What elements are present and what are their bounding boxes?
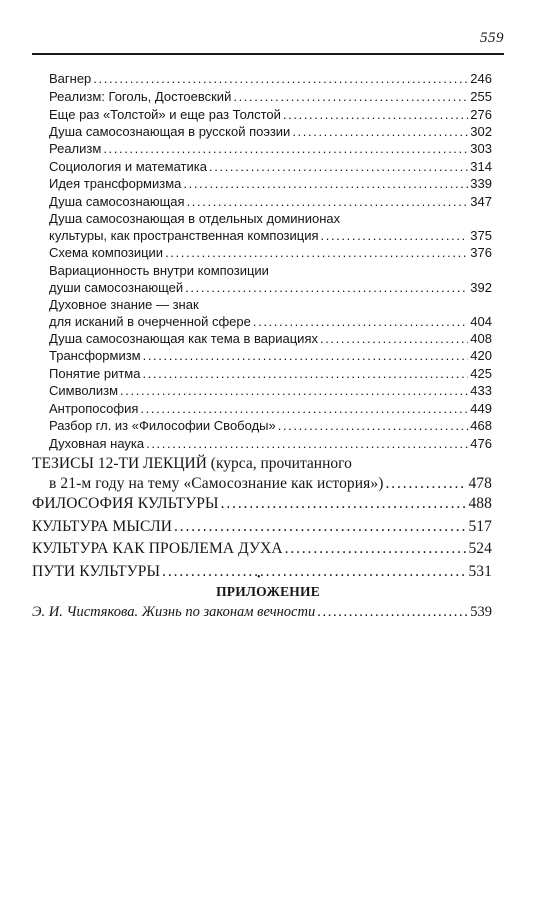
toc-entry[interactable] (49, 245, 492, 260)
toc-entry-page: 255 (470, 89, 492, 104)
leader-dots (185, 280, 468, 295)
leader-dots (146, 436, 468, 451)
leader-dots (320, 331, 468, 346)
theses-page: 478 (468, 475, 492, 492)
leader-dots (165, 245, 468, 260)
section-entry[interactable] (32, 540, 492, 558)
toc-entry-title-line: Вариационность внутри композиции (49, 263, 269, 278)
appendix-page: 539 (470, 604, 492, 620)
toc-entry-title-line: Духовное знание — знак (49, 297, 199, 312)
appendix-author: Э. И. Чистякова. (32, 604, 139, 620)
section-entry[interactable] (32, 563, 492, 581)
toc-entry[interactable] (49, 124, 492, 139)
section-entry[interactable] (32, 518, 492, 536)
theses-title: в 21-м году на тему «Самосознание как история») (49, 475, 384, 492)
toc-entry-title: Антропософия (49, 401, 139, 416)
toc-entry-title: Разбор гл. из «Философии Свободы» (49, 418, 276, 433)
leader-dots (317, 604, 468, 621)
toc-entry[interactable] (49, 280, 492, 295)
toc-entry-page: 404 (470, 314, 492, 329)
section-title: КУЛЬТУРА МЫСЛИ (32, 518, 173, 535)
toc-entry-page: 339 (470, 176, 492, 191)
toc-entry[interactable] (49, 314, 492, 329)
toc-entry[interactable] (49, 383, 492, 398)
toc-entry-page: 420 (470, 348, 492, 363)
section-entry[interactable] (32, 495, 492, 513)
leader-dots (162, 563, 466, 581)
leader-dots (292, 124, 468, 139)
toc-entry[interactable] (49, 176, 492, 191)
page-number: 559 (480, 30, 504, 46)
toc-entry-title: Духовная наука (49, 436, 145, 451)
print-mark: • (257, 572, 261, 583)
appendix-entry[interactable] (32, 604, 492, 621)
leader-dots (174, 518, 466, 536)
toc-entry-page: 375 (470, 228, 492, 243)
section-page: 531 (468, 563, 492, 580)
toc-entry-page: 468 (470, 418, 492, 433)
toc-entry-title: Еще раз «Толстой» и еще раз Толстой (49, 107, 281, 122)
header-rule (32, 53, 504, 55)
toc-entry-title: Понятие ритма (49, 366, 141, 381)
toc-entry-title: Символизм (49, 383, 119, 398)
toc-entry-title: Душа самосознающая (49, 194, 185, 209)
toc-entry-page: 347 (470, 194, 492, 209)
toc-entry-page: 425 (470, 366, 492, 381)
leader-dots (283, 107, 468, 122)
leader-dots (386, 475, 467, 493)
toc-entry[interactable] (49, 159, 492, 174)
toc-entry-title: Схема композиции (49, 245, 164, 260)
toc-entry-page: 433 (470, 383, 492, 398)
toc-entry[interactable] (49, 401, 492, 416)
leader-dots (278, 418, 469, 433)
toc-entry-page: 449 (470, 401, 492, 416)
toc-entry-title: Идея трансформизма (49, 176, 182, 191)
leader-dots (253, 314, 468, 329)
leader-dots (103, 141, 468, 156)
appendix-heading: ПРИЛОЖЕНИЕ (216, 584, 320, 599)
leader-dots (120, 383, 468, 398)
leader-dots (187, 194, 469, 209)
toc-entry-page: 276 (470, 107, 492, 122)
section-page: 524 (468, 540, 492, 557)
theses-entry[interactable] (49, 475, 492, 493)
toc-entry[interactable] (49, 366, 492, 381)
toc-entry[interactable] (49, 107, 492, 122)
toc-entry-title: культуры, как пространственная композиция (49, 228, 319, 243)
toc-entry-title: Душа самосознающая как тема в вариациях (49, 331, 318, 346)
section-page: 488 (468, 495, 492, 512)
appendix-title (32, 604, 315, 621)
toc-entry-page: 476 (470, 436, 492, 451)
toc-entry-page: 303 (470, 141, 492, 156)
toc-entry[interactable] (49, 89, 492, 104)
toc-entry[interactable] (49, 228, 492, 243)
toc-entry-title: для исканий в очерченной сфере (49, 314, 251, 329)
toc-entry-title: Трансформизм (49, 348, 141, 363)
toc-entry-page: 246 (470, 71, 492, 86)
toc-entry-page: 314 (470, 159, 492, 174)
toc-entry[interactable] (49, 331, 492, 346)
toc-entry-title: Вагнер (49, 71, 92, 86)
section-title: ФИЛОСОФИЯ КУЛЬТУРЫ (32, 495, 219, 512)
toc-entry-title: Реализм: Гоголь, Достоевский (49, 89, 232, 104)
toc-entry[interactable] (49, 418, 492, 433)
leader-dots (183, 176, 468, 191)
leader-dots (93, 71, 468, 86)
toc-entry-page: 392 (470, 280, 492, 295)
leader-dots (209, 159, 468, 174)
toc-entry-page: 408 (470, 331, 492, 346)
toc-entry[interactable] (49, 348, 492, 363)
toc-entry[interactable] (49, 194, 492, 209)
toc-entry-title: Душа самосознающая в русской поэзии (49, 124, 291, 139)
toc-entry[interactable] (49, 436, 492, 451)
toc-entry[interactable] (49, 71, 492, 86)
toc-entry[interactable] (49, 141, 492, 156)
theses-title-line: ТЕЗИСЫ 12-ТИ ЛЕКЦИЙ (курса, прочитанного (32, 455, 352, 472)
section-title: ПУТИ КУЛЬТУРЫ (32, 563, 161, 580)
leader-dots (143, 348, 469, 363)
toc-entry-title: души самосознающей (49, 280, 184, 295)
toc-entry-title-line: Душа самосознающая в отдельных доминионах (49, 211, 341, 226)
section-title: КУЛЬТУРА КАК ПРОБЛЕМА ДУХА (32, 540, 283, 557)
leader-dots (321, 228, 469, 243)
leader-dots (285, 540, 467, 558)
section-page: 517 (468, 518, 492, 535)
leader-dots (142, 366, 468, 381)
toc-entry-title: Социология и математика (49, 159, 207, 174)
appendix-work-title: Жизнь по законам вечности (141, 604, 316, 620)
toc-entry-page: 376 (470, 245, 492, 260)
toc-entry-page: 302 (470, 124, 492, 139)
toc-entry-title: Реализм (49, 141, 102, 156)
leader-dots (221, 495, 467, 513)
leader-dots (140, 401, 468, 416)
leader-dots (233, 89, 468, 104)
